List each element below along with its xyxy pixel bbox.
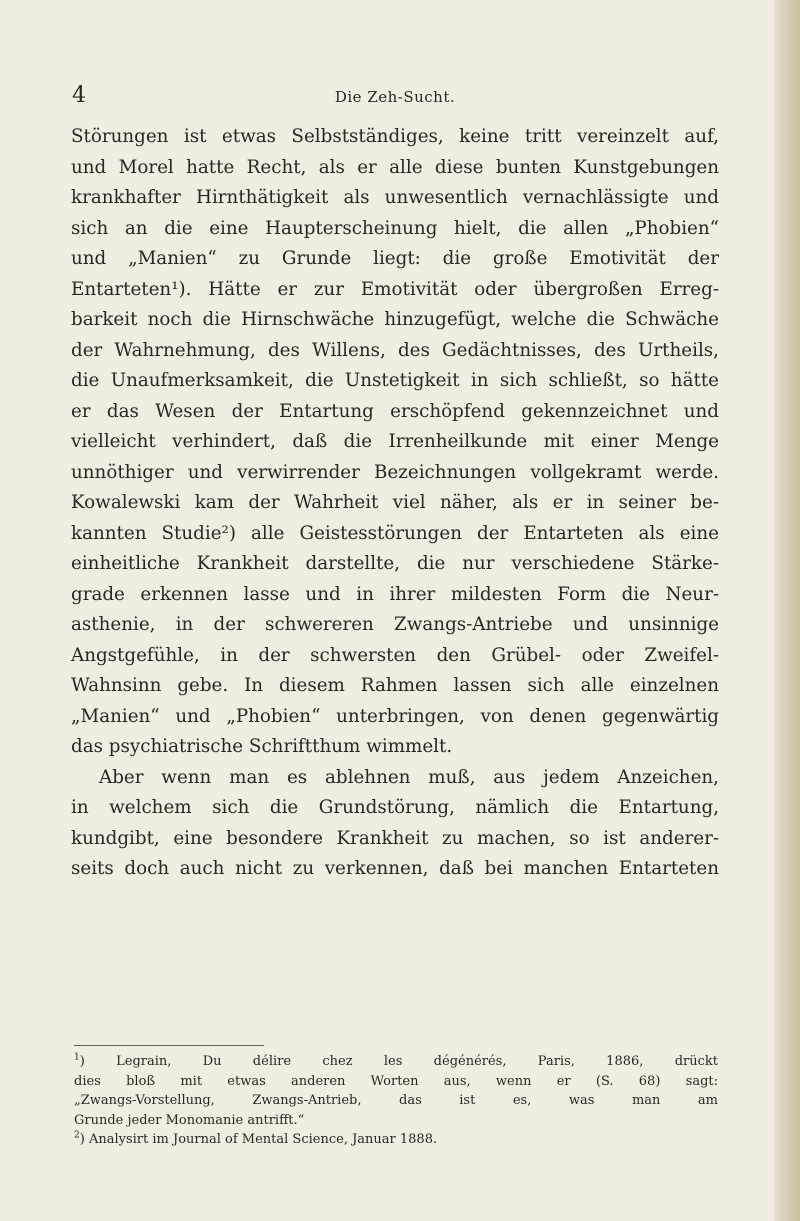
text-line: in welchem sich die Grundstörung, nämlich die Entartung,	[71, 797, 719, 818]
footnote-line: dies bloß mit etwas anderen Worten aus, wenn er (S. 68) sagt:	[74, 1073, 718, 1089]
text-line: Kowalewski kam der Wahrheit viel näher, als er in seiner be-	[71, 492, 719, 513]
footnote-1	[74, 1052, 718, 1130]
running-head: Die Zeh-Sucht.	[334, 88, 456, 106]
footnotes	[74, 1052, 718, 1150]
text-line: er das Wesen der Entartung erschöpfend gekennzeichnet und	[71, 400, 719, 422]
footnote-2	[74, 1130, 718, 1150]
text-line: unnöthiger und verwirrender Bezeichnungen vollgekramt werde.	[71, 461, 719, 483]
text-line: Wahnsinn gebe. In diesem Rahmen lassen sich alle einzelnen	[71, 675, 719, 696]
footnote-line: $^2$) Analysirt im Journal of Mental Science, Januar 1888.	[74, 1130, 438, 1147]
text-line: einheitliche Krankheit darstellte, die nur verschiedene Stärke-	[71, 553, 719, 574]
page-edge	[774, 0, 800, 1221]
footnote-rule	[74, 1045, 264, 1046]
footnote-mark: 2	[74, 1130, 80, 1141]
text-line: Aber wenn man es ablehnen muß, aus jedem Anzeichen,	[99, 766, 719, 788]
text-line: und „Manien“ zu Grunde liegt: die große Emotivität der	[71, 248, 719, 269]
text-line: Störungen ist etwas Selbstständiges, keine tritt vereinzelt auf,	[71, 126, 719, 147]
text-line: seits doch auch nicht zu verkennen, daß bei manchen Entarteten	[71, 858, 719, 879]
text-line: sich an die eine Haupterscheinung hielt, die allen „Phobien“	[71, 217, 719, 239]
text-line: vielleicht verhindert, daß die Irrenheilkunde mit einer Menge	[71, 431, 719, 452]
footnote-text: Analysirt im Journal of Mental Science, Januar 1888.	[88, 1132, 438, 1147]
text-line: der Wahrnehmung, des Willens, des Gedächtnisses, des Urtheils,	[71, 339, 719, 361]
body-text	[71, 122, 719, 885]
footnote-mark: 1	[74, 1052, 80, 1063]
text-line: „Manien“ und „Phobien“ unterbringen, von denen gegenwärtig	[71, 705, 719, 727]
text-line: das psychiatrische Schriftthum wimmelt.	[71, 736, 453, 757]
text-line: grade erkennen lasse und in ihrer mildesten Form die Neur-	[71, 583, 719, 605]
text-line: asthenie, in der schwereren Zwangs-Antriebe und unsinnige	[71, 614, 719, 635]
text-line: die Unaufmerksamkeit, die Unstetigkeit in sich schließt, so hätte	[71, 370, 719, 391]
text-line: krankhafter Hirnthätigkeit als unwesentlich vernachlässigte und	[71, 187, 719, 208]
footnote-line: $^1$) Legrain, Du délire chez les dégénérés, Paris, 1886, drückt	[74, 1052, 718, 1069]
text-line: Entarteten¹). Hätte er zur Emotivität oder übergroßen Erreg-	[71, 278, 719, 300]
page-header	[72, 84, 718, 108]
text-line: Angstgefühle, in der schwersten den Grübel- oder Zweifel-	[71, 644, 719, 666]
page-number: 4	[72, 83, 86, 108]
text-line: und Morel hatte Recht, als er alle diese bunten Kunstgebungen	[71, 156, 719, 178]
text-line: kannten Studie²) alle Geistesstörungen der Entarteten als eine	[71, 522, 719, 544]
text-line: barkeit noch die Hirnschwäche hinzugefügt, welche die Schwäche	[71, 309, 719, 330]
paragraph-2	[71, 763, 719, 885]
footnote-line: Grunde jeder Monomanie antrifft.“	[74, 1112, 305, 1128]
footnote-text: Legrain, Du délire chez les dégénérés, Paris, 1886, drückt	[116, 1054, 718, 1069]
paragraph-1	[71, 122, 719, 763]
text-line: kundgibt, eine besondere Krankheit zu machen, so ist anderer-	[71, 827, 719, 849]
footnote-line: „Zwangs-Vorstellung, Zwangs-Antrieb, das ist es, was man am	[74, 1093, 718, 1108]
